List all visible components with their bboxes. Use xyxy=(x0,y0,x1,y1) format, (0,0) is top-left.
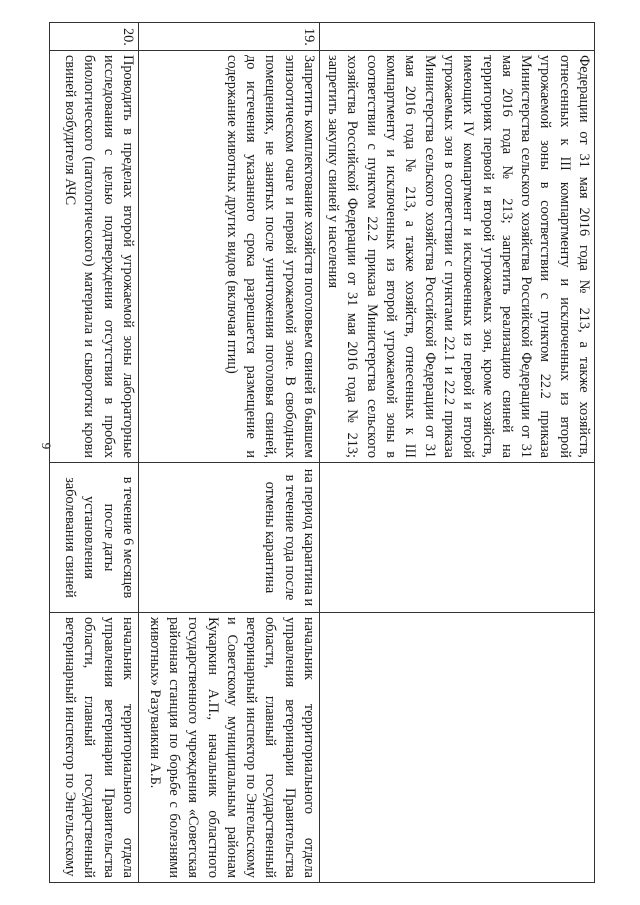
table-row xyxy=(320,23,595,883)
row-number: 20. xyxy=(50,23,139,51)
table-row xyxy=(139,23,320,883)
measure-text: Проводить в пределах второй угрожаемой зоны лабораторные исследования с целью подтверждения отсутствия в пробах биологического (патологического) материала и сыворотки крови свиней возбудителя АЧС xyxy=(50,51,139,463)
row-number xyxy=(320,23,595,51)
rotated-table-wrapper xyxy=(55,22,595,882)
term-text: в течение 6 месяцев после даты установления заболевания свиней xyxy=(50,463,139,613)
page-number: 9 xyxy=(39,442,54,450)
measures-table xyxy=(49,22,595,883)
measure-text: Федерации от 31 мая 2016 года № 213, а также хозяйств, отнесенных к III компартменту и исключенных из второй угрожаемой зоны в соответствии с пунктом 22.2 приказа Министерства сельского хозяйства Российской Федерации от 31 мая 2016 года № 213; запретить реализацию свиней на территориях первой и второй угрожаемых зон, кроме хозяйств, имеющих IV компартмент и исключенных из первой и второй угрожаемых зон в соответствии с пунктами 22.1 и 22.2 приказа Министерства сельского хозяйства Российской Федерации от 31 мая 2016 года № 213, а также хозяйств, отнесенных к III компартменту и исключенных из второй угрожаемой зоны в соответствии с пунктом 22.2 приказа Министерства сельского хозяйства Российской Федерации от 31 мая 2016 года № 213; запретить закупку свиней у населения xyxy=(320,51,595,463)
measure-text: Запретить комплектование хозяйств поголовьем свиней в бывшем эпизоотическом очаге и первой угрожаемой зоне. В свободных помещениях, не занятых после уничтожения поголовья свиней, до истечения указанного срока разрешается размещение и содержание животных других видов (включая птиц) xyxy=(139,51,320,463)
responsible-text: начальник территориального отдела управления ветеринарии Правительства области, главный государственный ветеринарный инспектор по Энгельсскому xyxy=(50,613,139,883)
table-row xyxy=(50,23,139,883)
term-text xyxy=(320,463,595,613)
responsible-text: начальник территориального отдела управления ветеринарии Правительства области, главный государственный ветеринарный инспектор по Энгельсскому и Советскому муниципальным районам Кукаркин А.П., начальник областного государственного учреждения «Советская районная станция по борьбе с болезнями животных» Разуваикин А.Б. xyxy=(139,613,320,883)
responsible-text xyxy=(320,613,595,883)
row-number: 19. xyxy=(139,23,320,51)
term-text: на период карантина и в течение года после отмены карантина xyxy=(139,463,320,613)
